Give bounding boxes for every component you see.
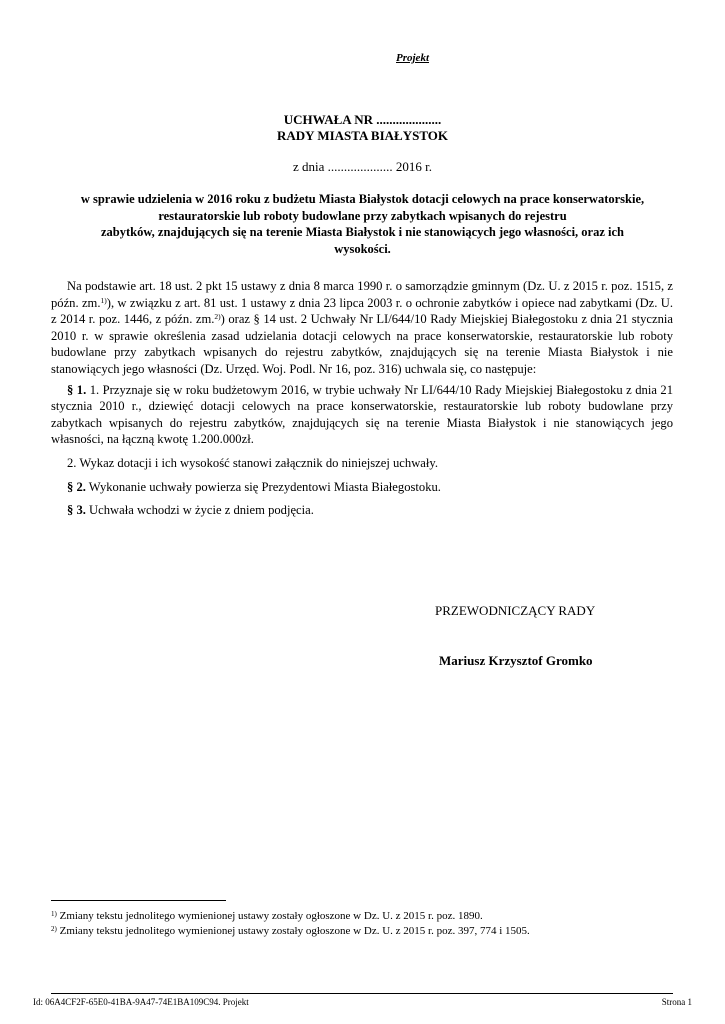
footnote-2-text: Zmiany tekstu jednolitego wymienionej ustawy zostały ogłoszone w Dz. U. z 2015 r. poz. 397, 774 i 1505.: [56, 925, 530, 937]
preamble-text-a: Na podstawie art. 18 ust. 2 pkt 15 ustawy z dnia 8 marca 1990 r. o samorządzie gminnym (Dz. U. z 2015 r. poz. 1515, z późn. zm.: [51, 279, 673, 310]
subject-line-3: zabytków, znajdujących się na terenie Miasta Białystok i nie stanowiących jego własności, oraz ich: [100, 225, 624, 239]
resolution-date: z dnia .................... 2016 r.: [292, 159, 432, 174]
footnote-1: [51, 909, 483, 923]
section-3: [51, 502, 673, 519]
footnote-2: [51, 924, 530, 938]
resolution-body: [51, 278, 673, 519]
preamble-text-c: ) oraz § 14 ust. 2 Uchwały Nr LI/644/10 Rady Miejskiej Białegostoku z dnia 21 stycznia 2010 r. w sprawie określenia zasad udzielania dotacji celowych na prace konserwatorskie, restauratorskie lub roboty budowlane przy zabytkach wpisanych do rejestru zabytków, znajdujących się na terenie Miasta Białystok i nie stanowiących jego własności (Dz. Urzęd. Woj. Podl. Nr 16, poz. 316) uchwala się, co następuje:: [51, 312, 673, 376]
section-2-text: Wykonanie uchwały powierza się Prezydentowi Miasta Białegostoku.: [85, 479, 441, 494]
section-1-point-2: 2. Wykaz dotacji i ich wysokość stanowi załącznik do niniejszej uchwały.: [67, 455, 438, 470]
footnote-1-mark: 1): [51, 910, 57, 918]
subject-line-1: w sprawie udzielenia w 2016 roku z budżetu Miasta Białystok dotacji celowych na prace konserwatorskie,: [80, 192, 645, 206]
resolution-number: UCHWAŁA NR ....................: [283, 112, 442, 127]
footer-divider: [51, 993, 673, 994]
signature-role: PRZEWODNICZĄCY RADY: [435, 603, 596, 618]
preamble: [51, 278, 673, 378]
section-1: [51, 382, 673, 448]
section-3-label: § 3.: [67, 503, 86, 518]
signature-name: Mariusz Krzysztof Gromko: [439, 653, 593, 668]
footnote-1-text: Zmiany tekstu jednolitego wymienionej ustawy zostały ogłoszone w Dz. U. z 2015 r. poz. 1890.: [56, 910, 483, 922]
section-1-label: § 1.: [67, 382, 87, 397]
footnote-ref-2: 2): [214, 312, 221, 322]
footnote-2-mark: 2): [51, 925, 57, 933]
footnote-divider: [51, 900, 226, 901]
resolution-subject: [60, 191, 665, 257]
preamble-text-b: ), w związku z art. 81 ust. 1 ustawy z dnia 23 lipca 2003 r. o ochronie zabytków i opiece nad zabytkami (Dz. U. z 2014 r. poz. 1446, z późn. zm.: [51, 295, 673, 327]
section-2-label: § 2.: [67, 479, 86, 494]
section-1-text: 1. Przyznaje się w roku budżetowym 2016, w trybie uchwały Nr LI/644/10 Rady Miejskiej Białegostoku z dnia 21 stycznia 2010 r., dziewięć dotacji celowych na prace konserwatorskie, restauratorskie lub roboty budowlane przy zabytkach wpisanych do rejestru zabytków, znajdujących się na terenie Miasta Białystok i nie stanowiących jego własności, na łączną kwotę 1.200.000zł.: [51, 382, 673, 447]
subject-line-4: wysokości.: [334, 241, 391, 256]
footnote-ref-1: 1): [100, 295, 107, 305]
council-name: RADY MIASTA BIAŁYSTOK: [277, 128, 448, 143]
page-number: Strona 1: [661, 997, 692, 1007]
section-2: [51, 479, 673, 496]
section-3-text: Uchwała wchodzi w życie z dniem podjęcia.: [85, 503, 314, 518]
document-id: Id: 06A4CF2F-65E0-41BA-9A47-74E1BA109C94. Projekt: [33, 997, 249, 1007]
subject-line-2: restauratorskie lub roboty budowlane przy zabytkach wpisanych do rejestru: [158, 208, 567, 223]
projekt-label: Projekt: [396, 52, 429, 64]
